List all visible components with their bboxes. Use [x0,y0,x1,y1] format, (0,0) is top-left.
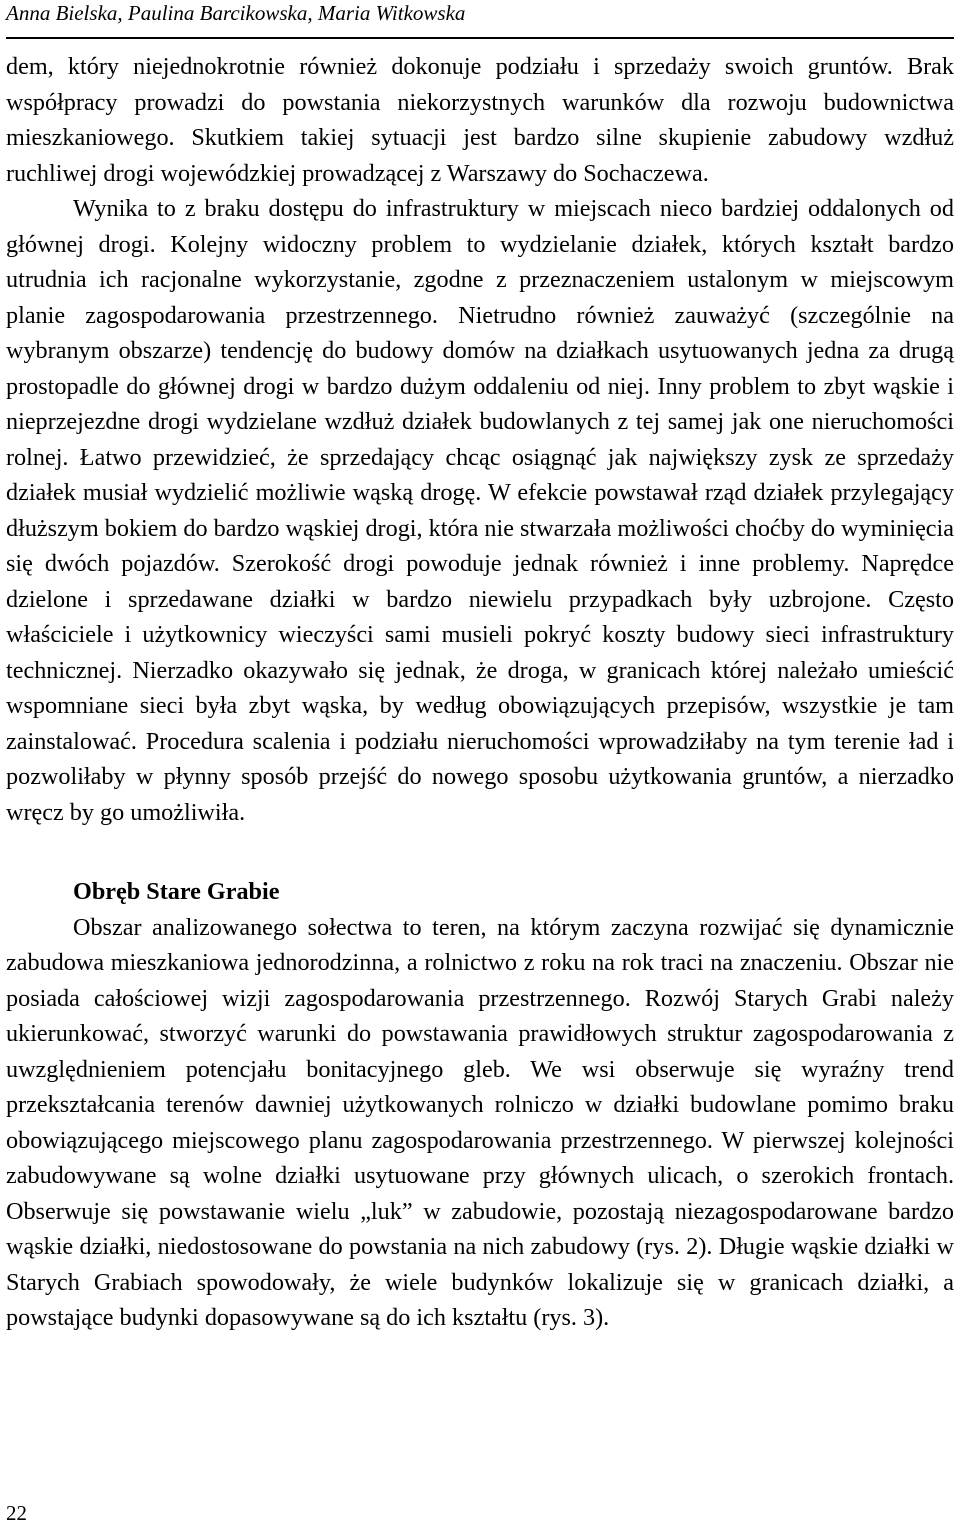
body-text [6,49,954,1336]
section-heading: Obręb Stare Grabie [73,878,280,905]
paragraph-problems: Wynika to z braku dostępu do infrastruktury w miejscach nieco bardziej oddalonych od głównej drogi. Kolejny widoczny problem to wydzielanie działek, których kształt bardzo utrudnia ich racjonalne wykorzystanie, zgodne z przeznaczeniem ustalonym w miejscowym planie zagospodarowania przestrzennego. Nietrudno również zauważyć (szczególnie na wybranym obszarze) tendencję do budowy domów na działkach usytuowanych jedna za drugą prostopadle do głównej drogi w bardzo dużym oddaleniu od niej. Inny problem to zbyt wąskie i nieprzejezdne drogi wydzielane wzdłuż działek budowlanych z tej samej jak one nieruchomości rolnej. Łatwo przewidzieć, że sprzedający chcąc osiągnąć jak największy zysk ze sprzedaży działek musiał wydzielić możliwie wąską drogę. W efekcie powstawał rząd działek przylegający dłuższym bokiem do bardzo wąskiej drogi, która nie stwarzała możliwości choćby do wyminięcia się dwóch pojazdów. Szerokość drogi powoduje jednak również i inne problemy. Naprędce dzielone i sprzedawane działki w bardzo niewielu przypadkach były uzbrojone. Często właściciele i użytkownicy wieczyści sami musieli pokryć koszty budowy sieci infrastruktury technicznej. Nierzadko okazywało się jednak, że droga, w granicach której należało umieścić wspomniane sieci była zbyt wąska, by według obowiązujących przepisów, wszystkie je tam zainstalować. Procedura scalenia i podziału nieruchomości wprowadziłaby na tym terenie ład i pozwoliłaby w płynny sposób przejść do nowego sposobu użytkowania gruntów, a nierzadko wręcz by go umożliwiła. [6,195,954,826]
paragraph-continuation: dem, który niejednokrotnie również dokonuje podziału i sprzedaży swoich gruntów. Brak współpracy prowadzi do powstania niekorzystnych warunków dla rozwoju budownictwa mieszkaniowego. Skutkiem takiej sytuacji jest bardzo silne skupienie zabudowy wzdłuż ruchliwej drogi wojewódzkiej prowadzącej z Warszawy do Sochaczewa. [6,53,954,187]
paragraph-stare-grabie: Obszar analizowanego sołectwa to teren, na którym zaczyna rozwijać się dynamicznie zabudowa mieszkaniowa jednorodzinna, a rolnictwo z roku na rok traci na znaczeniu. Obszar nie posiada całościowej wizji zagospodarowania przestrzennego. Rozwój Starych Grabi należy ukierunkować, stworzyć warunki do powstawania prawidłowych struktur zagospodarowania z uwzględnieniem potencjału bonitacyjnego gleb. We wsi obserwuje się wyraźny trend przekształcania terenów dawniej użytkowanych rolniczo w działki budowlane pomimo braku obowiązującego miejscowego planu zagospodarowania przestrzennego. W pierwszej kolejności zabudowywane są wolne działki usytuowane przy głównych ulicach, o szerokich frontach. Obserwuje się powstawanie wielu „luk” w zabudowie, pozostają niezagospodarowane bardzo wąskie działki, niedostosowane do powstania na nich zabudowy (rys. 2). Długie wąskie działki w Starych Grabiach spowodowały, że wiele budynków lokalizuje się w granicach działki, a powstające budynki dopasowywane są do ich kształtu (rys. 3). [6,913,954,1331]
header-rule [6,37,954,39]
page-number: 22 [6,1501,27,1525]
running-header-authors: Anna Bielska, Paulina Barcikowska, Maria Witkowska [6,1,466,25]
